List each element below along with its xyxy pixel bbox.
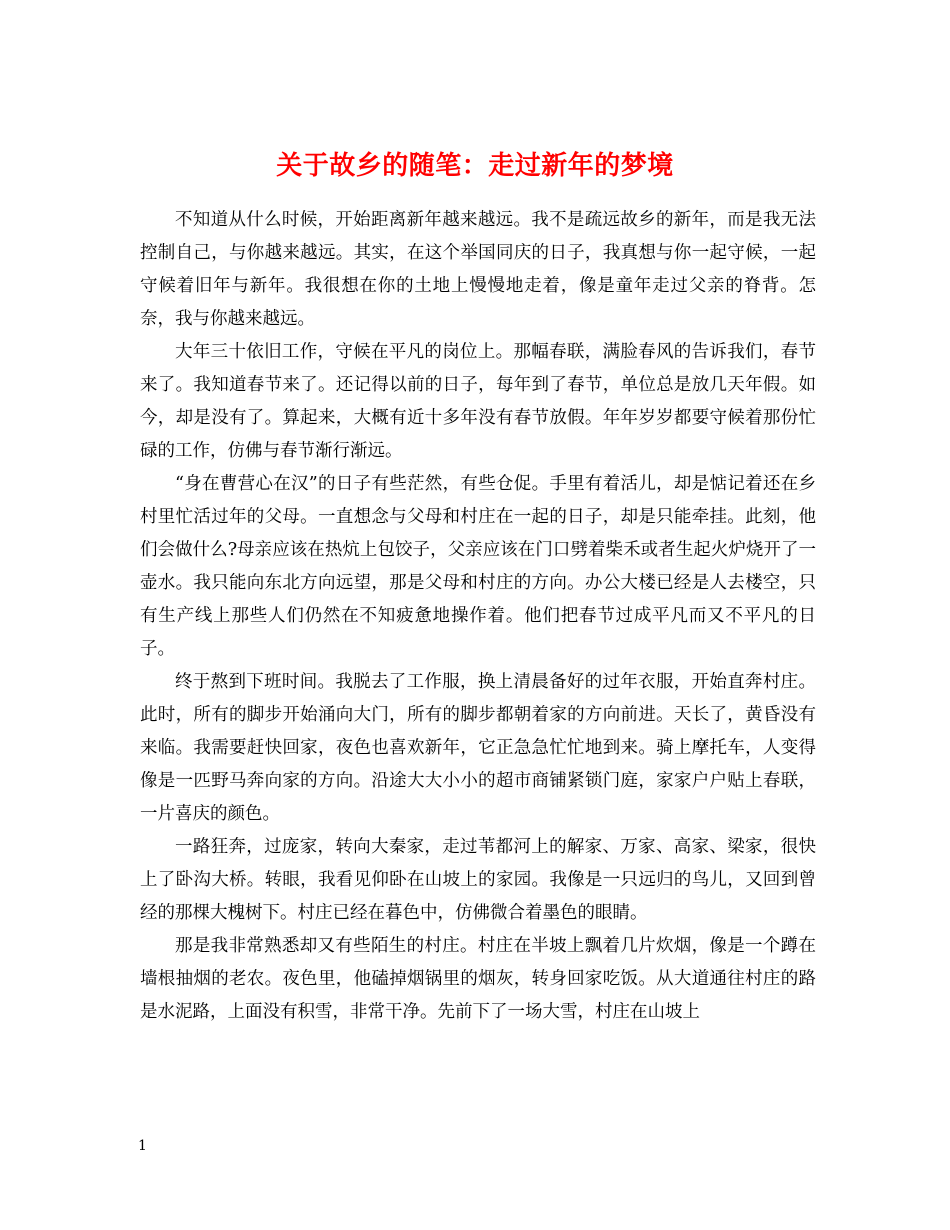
page-number: 1 [138,1138,147,1154]
paragraph: 那是我非常熟悉却又有些陌生的村庄。村庄在半坡上飘着几片炊烟，像是一个蹲在墙根抽烟的老农。夜色里，他磕掉烟锅里的烟灰，转身回家吃饭。从大道通往村庄的路是水泥路，上面没有积雪，非常干净。先前下了一场大雪，村庄在山坡上 [140,936,816,1022]
paragraph: “身在曹营心在汉”的日子有些茫然，有些仓促。手里有着活儿，却是惦记着还在乡村里忙活过年的父母。一直想念与父母和村庄在一起的日子，却是只能牵挂。此刻，他们会做什么?母亲应该在热炕上包饺子，父亲应该在门口劈着柴禾或者生起火炉烧开了一壶水。我只能向东北方向远望，那是父母和村庄的方向。办公大楼已经是人去楼空，只有生产线上那些人们仍然在不知疲惫地操作着。他们把春节过成平凡而又不平凡的日子。 [140,474,816,659]
paragraph: 终于熬到下班时间。我脱去了工作服，换上清晨备好的过年衣服，开始直奔村庄。此时，所有的脚步开始涌向大门，所有的脚步都朝着家的方向前进。天长了，黄昏没有来临。我需要赶快回家，夜色也喜欢新年，它正急急忙忙地到来。骑上摩托车，人变得像是一匹野马奔向家的方向。沿途大大小小的超市商铺紧锁门庭，家家户户贴上春联，一片喜庆的颜色。 [140,672,816,824]
document-title: 关于故乡的随笔：走过新年的梦境 [276,151,674,182]
paragraph: 不知道从什么时候，开始距离新年越来越远。我不是疏远故乡的新年，而是我无法控制自己，与你越来越远。其实，在这个举国同庆的日子，我真想与你一起守候，一起守候着旧年与新年。我很想在你的土地上慢慢地走着，像是童年走过父亲的脊背。怎奈，我与你越来越远。 [140,210,816,329]
document-body [140,204,816,1029]
paragraph: 大年三十依旧工作，守候在平凡的岗位上。那幅春联，满脸春风的告诉我们，春节来了。我知道春节来了。还记得以前的日子，每年到了春节，单位总是放几天年假。如今，却是没有了。算起来，大概有近十多年没有春节放假。年年岁岁都要守候着那份忙碌的工作，仿佛与春节渐行渐远。 [140,342,816,461]
paragraph: 一路狂奔，过庞家，转向大秦家，走过苇都河上的解家、万家、高家、梁家，很快上了卧沟大桥。转眼，我看见仰卧在山坡上的家园。我像是一只远归的鸟儿，又回到曾经的那棵大槐树下。村庄已经在暮色中，仿佛微合着墨色的眼睛。 [140,837,816,923]
